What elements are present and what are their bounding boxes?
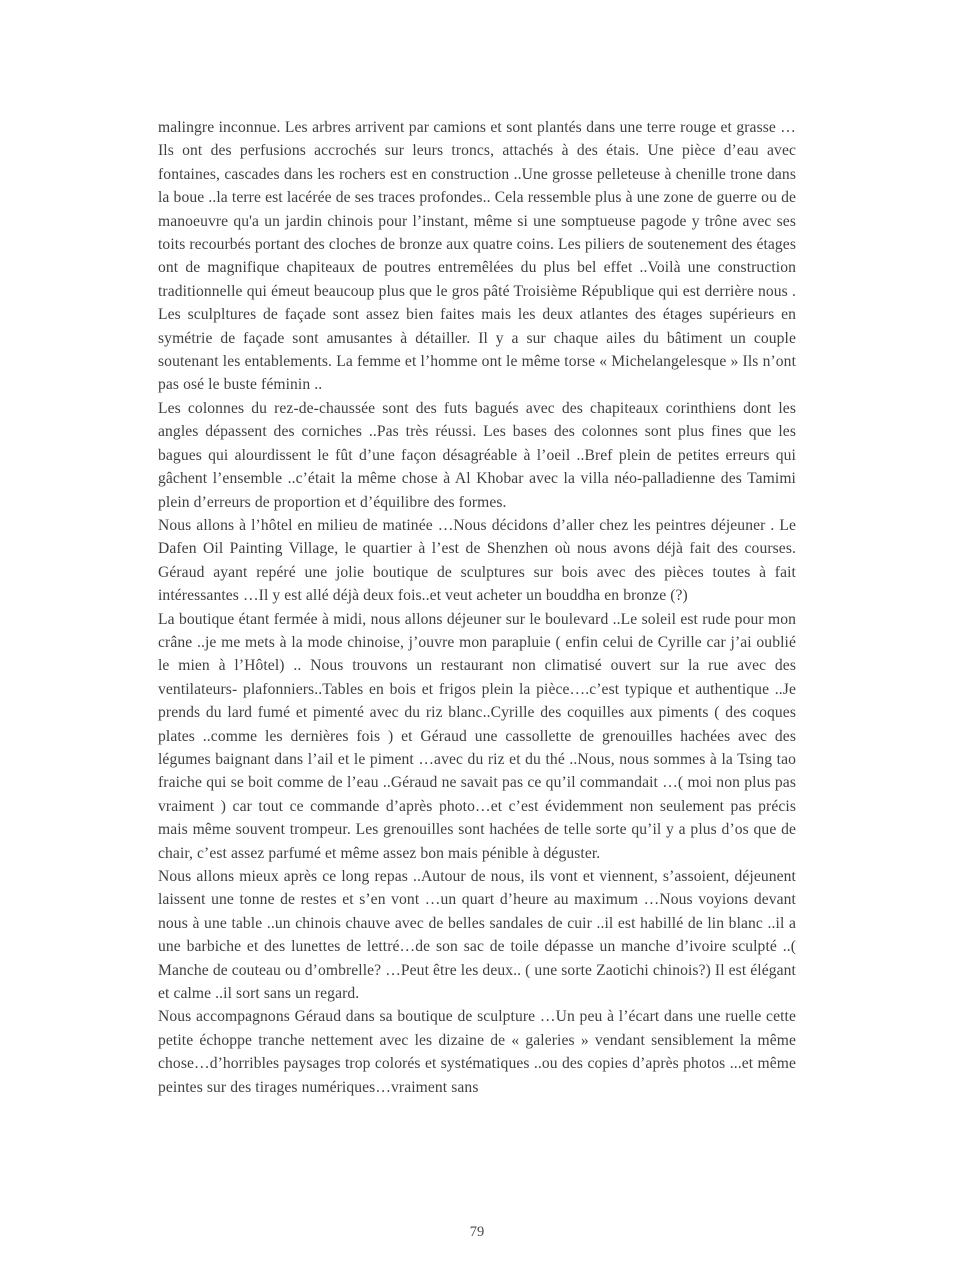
text-block bbox=[158, 116, 796, 1099]
paragraph: Nous allons mieux après ce long repas ..Autour de nous, ils vont et viennent, s’assoient, déjeunent laissent une tonne de restes et s’en vont …un quart d’heure au maximum …Nous voyions devant nous à une table ..un chinois chauve avec de belles sandales de cuir ..il est habillé de lin blanc ..il a une barbiche et des lunettes de lettré…de son sac de toile dépasse un manche d’ivoire sculpté ..( Manche de couteau ou d’ombrelle? …Peut être les deux.. ( une sorte Zaotichi chinois?) Il est élégant et calme ..il sort sans un regard. bbox=[158, 868, 796, 1003]
paragraph: La boutique étant fermée à midi, nous allons déjeuner sur le boulevard ..Le soleil est rude pour mon crâne ..je me mets à la mode chinoise, j’ouvre mon parapluie ( enfin celui de Cyrille car j’ai oublié le mien à l’Hôtel) .. Nous trouvons un restaurant non climatisé ouvert sur la rue avec des ventilateurs- plafonniers..Tables en bois et frigos plein la pièce….c’est typique et authentique ..Je prends du lard fumé et pimenté avec du riz blanc..Cyrille des coquilles aux piments ( des coques plates ..comme les dernières fois ) et Géraud une cassollette de grenouilles hachées avec des légumes baignant dans l’ail et le piment …avec du riz et du thé ..Nous, nous sommes à la Tsing tao fraiche qui se boit comme de l’eau ..Géraud ne savait pas ce qu’il commandait …( moi non plus pas vraiment ) car tout ce commande d’après photo…et c’est évidemment non seulement pas précis mais même souvent trompeur. Les grenouilles sont hachées de telle sorte qu’il y a plus d’os que de chair, c’est assez parfumé et même assez bon mais pénible à déguster. bbox=[158, 610, 796, 862]
paragraph: malingre inconnue. Les arbres arrivent par camions et sont plantés dans une terre rouge et grasse …Ils ont des perfusions accrochés sur leurs troncs, attachés à des étais. Une pièce d’eau avec fontaines, cascades dans les rochers est en construction ..Une grosse pelleteuse à chenille trone dans la boue ..la terre est lacérée de ses traces profondes.. Cela ressemble plus à une zone de guerre ou de manoeuvre qu'a un jardin chinois pour l’instant, même si une somptueuse pagode y trône avec ses toits recourbés portant des cloches de bronze aux quatre coins. Les piliers de soutenement des étages ont de magnifique chapiteaux de poutres entremêlées du plus bel effet ..Voilà une construction traditionnelle qui émeut beaucoup plus que le gros pâté Troisième République qui est derrière nous . Les sculpltures de façade sont assez bien faites mais les deux atlantes des étages supérieurs en symétrie de façade sont amusantes à détailler. Il y a sur chaque ailes du bâtiment un couple soutenant les entablements. La femme et l’homme ont le même torse « Michelangelesque » Ils n’ont pas osé le buste féminin .. bbox=[158, 119, 796, 394]
paragraph: Les colonnes du rez-de-chaussée sont des futs bagués avec des chapiteaux corinthiens dont les angles dépassent des corniches ..Pas très réussi. Les bases des colonnes sont plus fines que les bagues qui alourdissent le fût d’une façon désagréable à l’oeil ..Bref plein de petites erreurs qui gâchent l’ensemble ..c’était la même chose à Al Khobar avec la villa néo-palladienne des Tamimi plein d’erreurs de proportion et d’équilibre des formes. bbox=[158, 399, 796, 511]
page-number: 79 bbox=[469, 1224, 485, 1240]
paragraph: Nous accompagnons Géraud dans sa boutique de sculpture …Un peu à l’écart dans une ruelle cette petite échoppe tranche nettement avec les dizaine de « galeries » vendant sensiblement la même chose…d’horribles paysages trop colorés et systématiques ..ou des copies d’après photos ...et même peintes sur des tirages numériques…vraiment sans bbox=[158, 1008, 796, 1096]
paragraph: Nous allons à l’hôtel en milieu de matinée …Nous décidons d’aller chez les peintres déjeuner . Le Dafen Oil Painting Village, le quartier à l’est de Shenzhen où nous avons déjà fait des courses. Géraud ayant repéré une jolie boutique de sculptures sur bois avec des pièces toutes à fait intéressantes …Il y est allé déjà deux fois..et veut acheter un bouddha en bronze (?) bbox=[158, 516, 796, 605]
